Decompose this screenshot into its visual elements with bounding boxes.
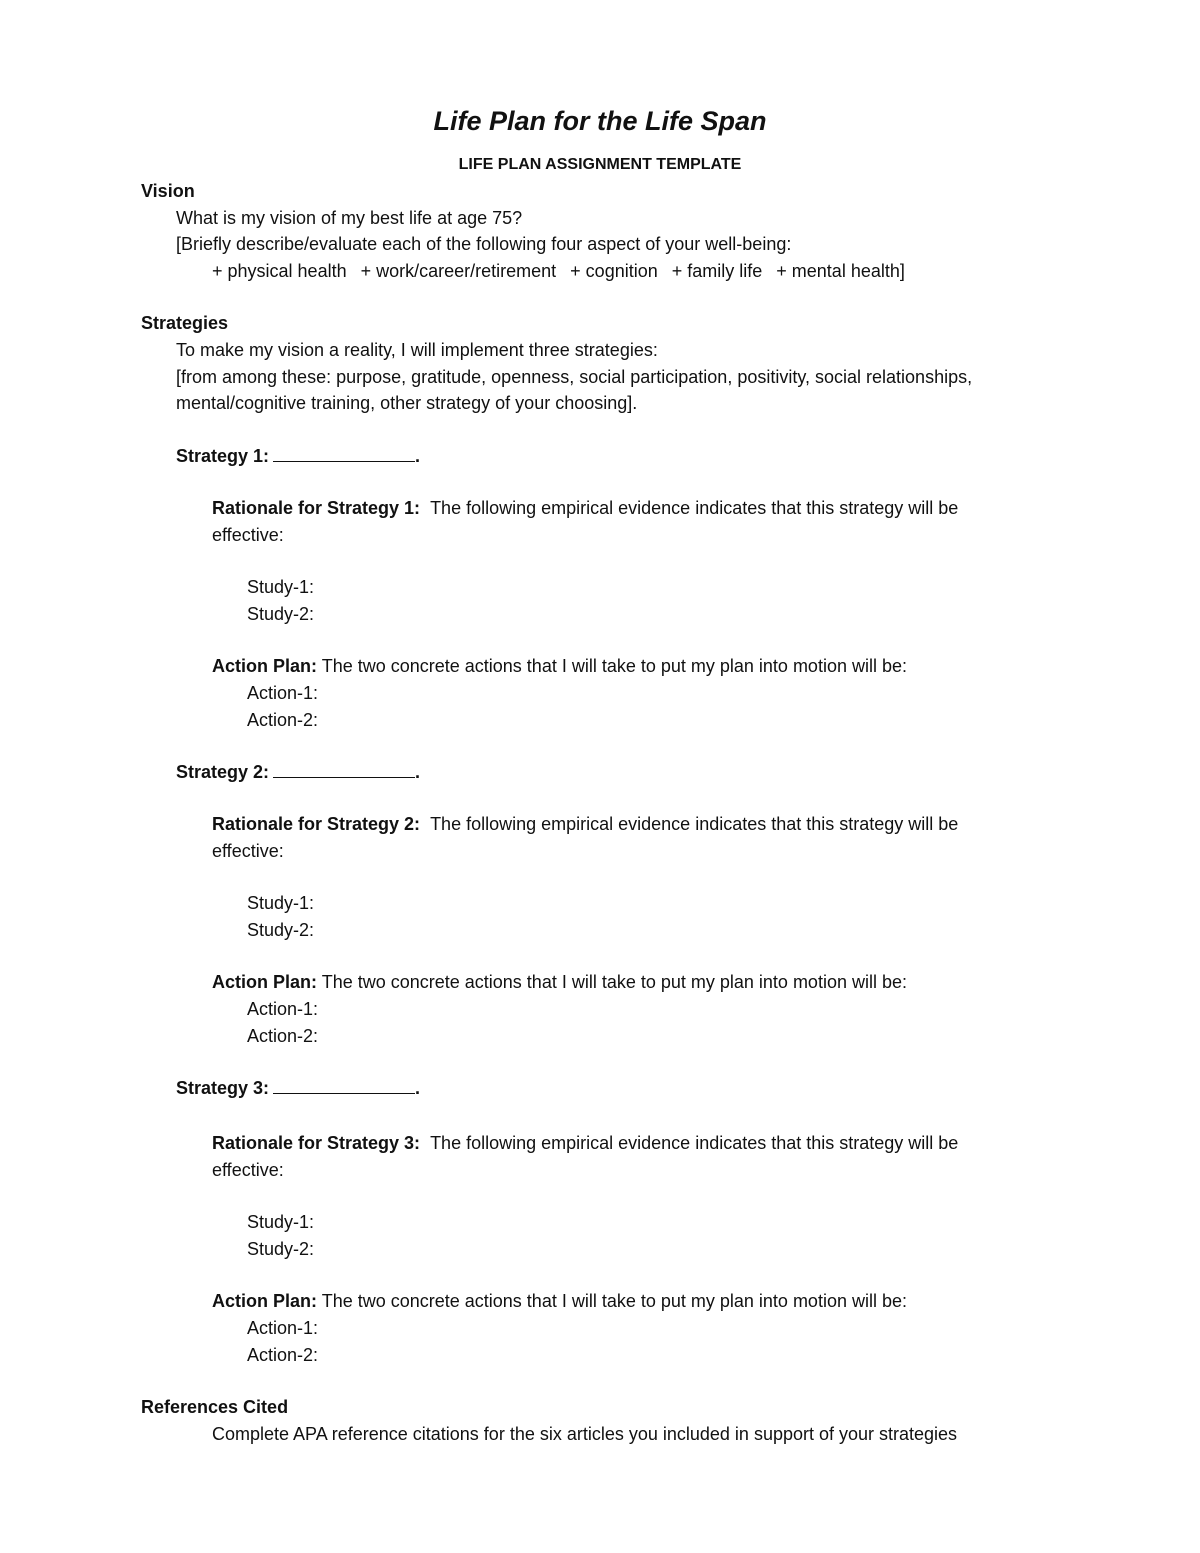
vision-aspects xyxy=(212,260,905,282)
strategy-3-action-2: Action-2: xyxy=(247,1345,319,1365)
vision-question: What is my vision of my best life at age 75? xyxy=(176,208,523,228)
action-plan-2-text: The two concrete actions that I will take to put my plan into motion will be: xyxy=(321,972,907,992)
strategy-3-rationale xyxy=(212,1132,958,1154)
strategy-1-study-1: Study-1: xyxy=(247,577,315,597)
strategy-2-study-2: Study-2: xyxy=(247,920,315,940)
strategy-2-blank[interactable] xyxy=(273,761,415,778)
rationale-1-label: Rationale for Strategy 1: xyxy=(212,498,421,518)
strategy-3-title: Strategy 3: . xyxy=(176,1078,421,1098)
strategy-1-study-2: Study-2: xyxy=(247,604,315,624)
rationale-3-text: The following empirical evidence indicates that this strategy will be xyxy=(430,1133,959,1153)
rationale-2-text: The following empirical evidence indicates that this strategy will be xyxy=(430,814,959,834)
aspect-work-career: + work/career/retirement xyxy=(360,261,557,281)
strategy-2-title: Strategy 2: . xyxy=(176,762,421,782)
strategy-3-label: Strategy 3: xyxy=(176,1078,270,1098)
strategy-1-label: Strategy 1: xyxy=(176,446,270,466)
strategy-1-rationale xyxy=(212,497,958,519)
strategy-1-blank[interactable] xyxy=(273,445,415,462)
action-plan-1-label: Action Plan: xyxy=(212,656,318,676)
aspect-cognition: + cognition xyxy=(570,261,658,281)
rationale-1-continuation: effective: xyxy=(212,525,284,545)
strategy-2-action-2: Action-2: xyxy=(247,1026,319,1046)
strategy-3-action-plan xyxy=(212,1290,907,1312)
strategy-3-study-1: Study-1: xyxy=(247,1212,315,1232)
strategies-heading: Strategies xyxy=(141,313,229,333)
aspect-physical-health: + physical health xyxy=(212,261,347,281)
strategies-options-line-2: mental/cognitive training, other strategy of your choosing]. xyxy=(176,393,638,413)
action-plan-3-text: The two concrete actions that I will take to put my plan into motion will be: xyxy=(321,1291,907,1311)
document-title: Life Plan for the Life Span xyxy=(433,106,767,136)
strategy-1-action-plan xyxy=(212,655,907,677)
strategy-2-action-1: Action-1: xyxy=(247,999,319,1019)
aspect-mental-health: + mental health] xyxy=(776,261,905,281)
rationale-2-label: Rationale for Strategy 2: xyxy=(212,814,421,834)
vision-instruction: [Briefly describe/evaluate each of the following four aspect of your well-being: xyxy=(176,234,792,254)
action-plan-2-label: Action Plan: xyxy=(212,972,318,992)
vision-heading: Vision xyxy=(141,181,195,201)
action-plan-3-label: Action Plan: xyxy=(212,1291,318,1311)
strategy-3-action-1: Action-1: xyxy=(247,1318,319,1338)
strategy-2-rationale xyxy=(212,813,958,835)
strategy-2-study-1: Study-1: xyxy=(247,893,315,913)
strategy-2-action-plan xyxy=(212,971,907,993)
strategies-options-line-1: [from among these: purpose, gratitude, openness, social participation, positivity, social relationships, xyxy=(176,367,973,387)
strategies-intro: To make my vision a reality, I will implement three strategies: xyxy=(176,340,658,360)
references-heading: References Cited xyxy=(141,1397,289,1417)
document-subtitle: LIFE PLAN ASSIGNMENT TEMPLATE xyxy=(458,156,742,173)
strategy-1-action-2: Action-2: xyxy=(247,710,319,730)
strategy-1-action-1: Action-1: xyxy=(247,683,319,703)
aspect-family-life: + family life xyxy=(671,261,763,281)
rationale-3-continuation: effective: xyxy=(212,1160,284,1180)
action-plan-1-text: The two concrete actions that I will take to put my plan into motion will be: xyxy=(321,656,907,676)
strategy-2-label: Strategy 2: xyxy=(176,762,270,782)
strategy-1-title: Strategy 1: . xyxy=(176,446,421,466)
rationale-2-continuation: effective: xyxy=(212,841,284,861)
strategy-3-study-2: Study-2: xyxy=(247,1239,315,1259)
rationale-1-text: The following empirical evidence indicates that this strategy will be xyxy=(430,498,959,518)
references-text: Complete APA reference citations for the six articles you included in support of your strategies xyxy=(212,1424,958,1444)
strategy-3-blank[interactable] xyxy=(273,1077,415,1094)
rationale-3-label: Rationale for Strategy 3: xyxy=(212,1133,421,1153)
